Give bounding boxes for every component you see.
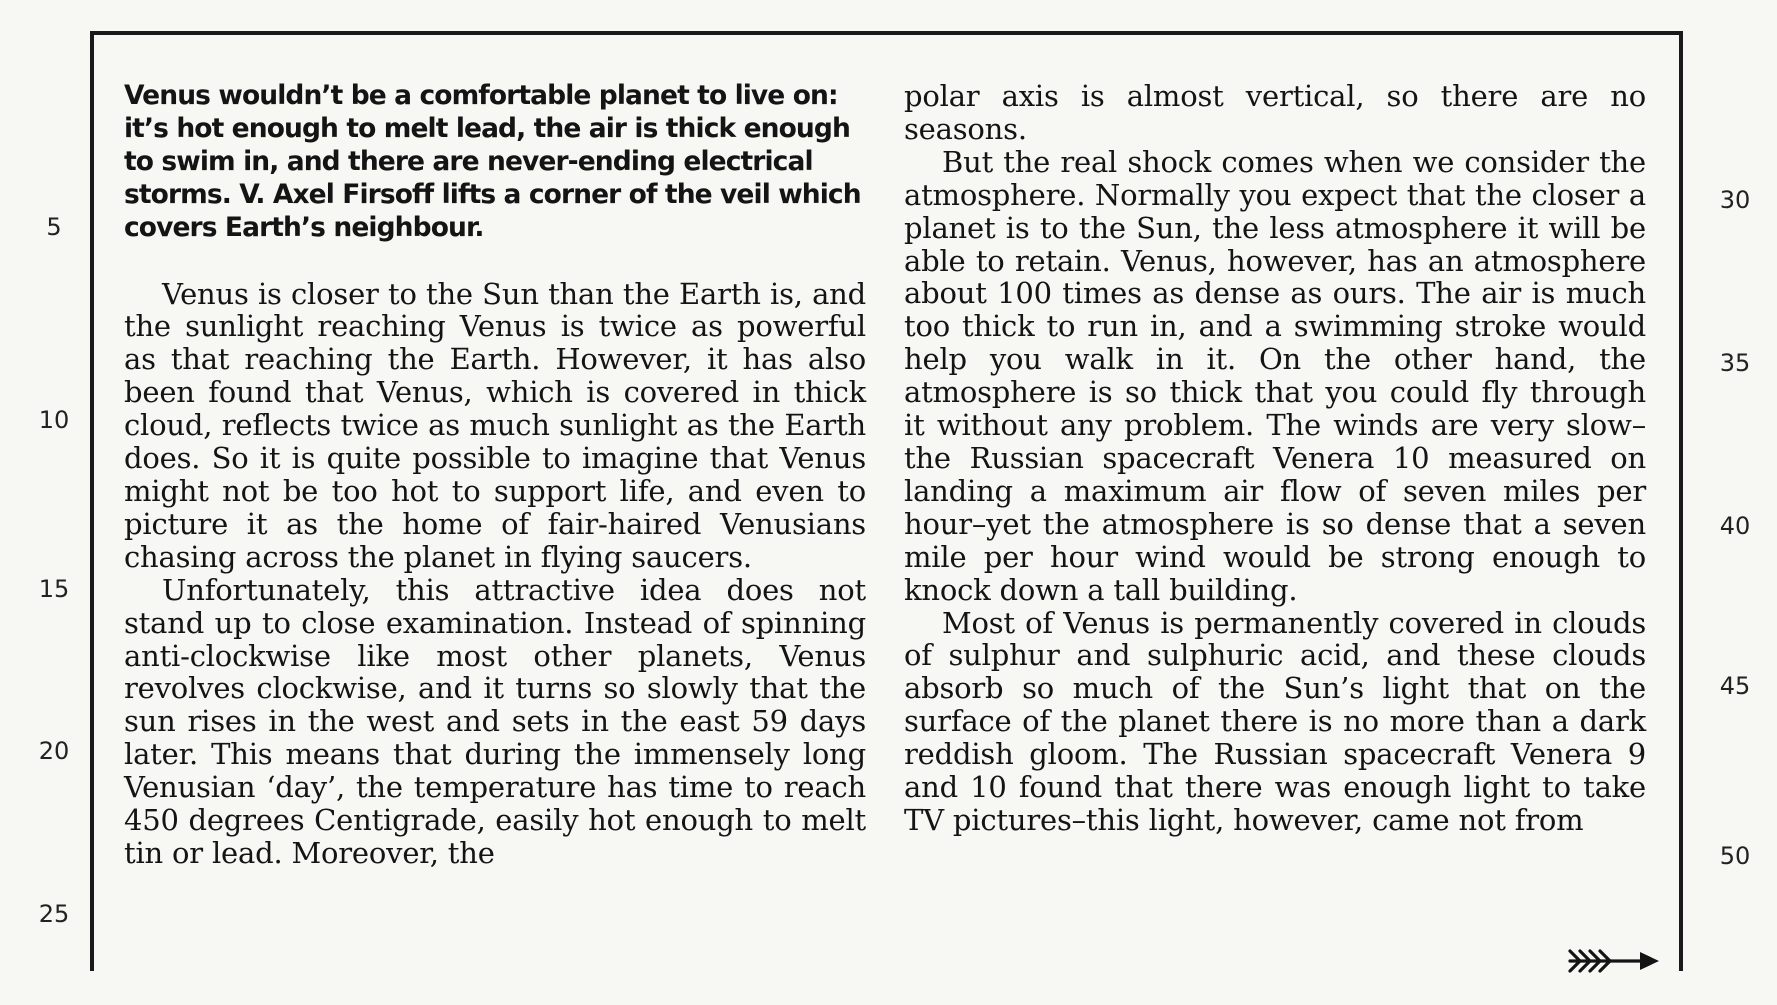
body-paragraph-1: Venus is closer to the Sun than the Earth is, and the sunlight reaching Venus is twice as powerful as that reaching the Earth. However, it has also been found that Venus, which is covered in thick cloud, reflects twice as much sunlight as the Earth does. So it is quite possible to imagine that Venus might not be too hot to support life, and even to picture it as the home of fair-haired Venusians chasing across the planet in flying saucers. [124,276,866,574]
line-number: 45 [1719,672,1751,700]
right-column [904,80,1646,837]
line-number: 50 [1719,842,1751,870]
feathered-arrow-right-icon [1566,944,1662,978]
body-paragraph-3: But the real shock comes when we consider the atmosphere. Normally you expect that the closer a planet is to the Sun, the less atmosphere it will be able to retain. Venus, however, has an atmosphere about 100 times as dense as ours. The air is much too thick to run in, and a swimming stroke would help you walk in it. On the other hand, the atmosphere is so thick that you could fly through it without any problem. The winds are very slow–the Russian spacecraft Venera 10 measured on landing a maximum air flow of seven miles per hour–yet the atmosphere is so dense that a seven mile per hour wind would be strong enough to knock down a tall building. [904,144,1646,607]
body-paragraph-continued: polar axis is almost vertical, so there are no seasons. [904,79,1646,146]
line-number: 35 [1719,349,1751,377]
left-column [124,80,866,870]
line-number: 15 [38,575,70,603]
intro-paragraph: Venus wouldn’t be a comfortable planet to live on: it’s hot enough to melt lead, the air is thick enough to swim in, and there are never-ending electrical storms. V. Axel Firsoff lifts a corner of the veil which covers Earth’s neighbour. [124,80,861,243]
line-number: 20 [38,737,70,765]
body-paragraph-2: Unfortunately, this attractive idea does not stand up to close examination. Instead of spinning anti-clockwise like most other planets, Venus revolves clockwise, and it turns so slowly that the sun rises in the west and sets in the east 59 days later. This means that during the immensely long Venusian ‘day’, the temperature has time to reach 450 degrees Centigrade, easily hot enough to melt tin or lead. Moreover, the [124,572,866,870]
line-number: 10 [38,406,70,434]
line-number: 5 [46,213,62,241]
line-number: 40 [1719,512,1751,540]
line-number: 25 [38,900,70,928]
line-number: 30 [1719,186,1751,214]
body-paragraph-4: Most of Venus is permanently covered in clouds of sulphur and sulphuric acid, and these clouds absorb so much of the Sun’s light that on the surface of the planet there is no more than a dark reddish gloom. The Russian spacecraft Venera 9 and 10 found that there was enough light to take TV pictures–this light, however, came not from [904,605,1646,837]
